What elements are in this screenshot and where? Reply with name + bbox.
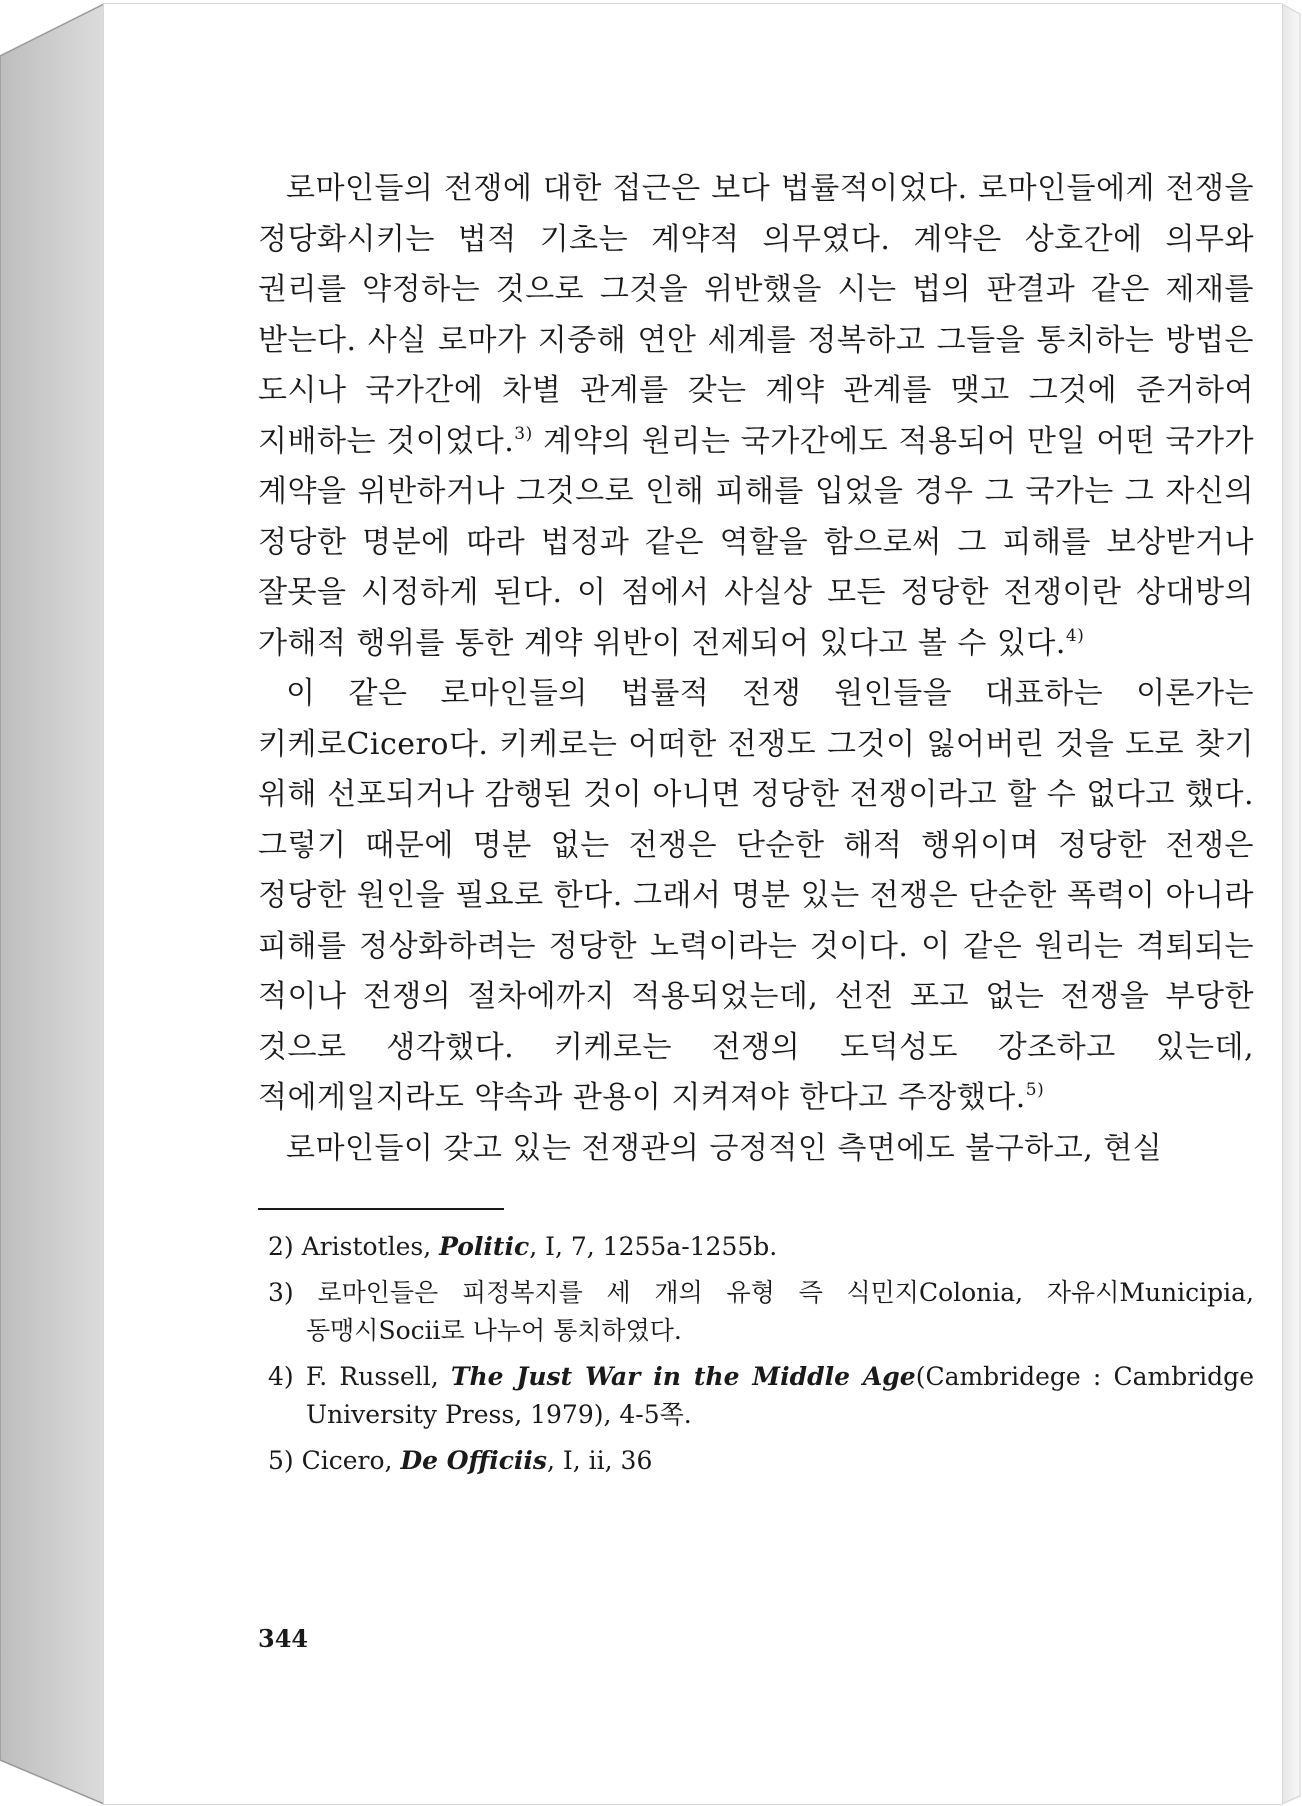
footnote-ref-3: 3) — [514, 423, 533, 444]
footnote-4-number: 4) — [268, 1362, 294, 1391]
footnote-3 — [268, 1274, 1254, 1350]
footnote-5-title: De Officiis — [400, 1446, 547, 1475]
footnote-2 — [268, 1228, 1254, 1266]
paragraph-2 — [258, 669, 1254, 1124]
footnote-ref-5: 5) — [1025, 1080, 1045, 1100]
footnote-4-title: The Just War in the Middle Age — [450, 1362, 916, 1391]
body-text — [258, 164, 1254, 1174]
page-number: 344 — [258, 1624, 309, 1653]
paragraph-1-continued: 계약의 원리는 국가간에도 적용되어 만일 어떤 국가가 계약을 위반하거나 그것으로 인해 피해를 입었을 경우 그 국가는 그 자신의 정당한 명분에 따라 법정과 같은 역할을 함으로써 그 피해를 보상받거나 잘못을 시정하게 된다. 이 점에서 사실상 모든 정당한 전쟁이란 상대방의 가해적 행위를 통한 계약 위반이 전제되어 있다고 볼 수 있다. — [258, 423, 1254, 661]
paragraph-3 — [258, 1124, 1254, 1175]
footnote-2-number: 2) — [268, 1232, 294, 1261]
footnote-5-number: 5) — [268, 1446, 294, 1475]
footnote-ref-4: 4) — [1065, 625, 1085, 646]
paragraph-2-text: 이 같은 로마인들의 법률적 전쟁 원인들을 대표하는 이론가는 키케로Cicero다. 키케로는 어떠한 전쟁도 그것이 잃어버린 것을 도로 찾기 위해 선포되거나 감행된 것이 아니면 정당한 전쟁이라고 할 수 없다고 했다. 그렇기 때문에 명분 없는 전쟁은 단순한 해적 행위이며 정당한 전쟁은 정당한 원인을 필요로 한다. 그래서 명분 있는 전쟁은 단순한 폭력이 아니라 피해를 정상화하려는 정당한 노력이라는 것이다. 이 같은 원리는 격퇴되는 적이나 전쟁의 절차에까지 적용되었는데, 선전 포고 없는 전쟁을 부당한 것으로 생각했다. 키케로는 전쟁의 도덕성도 강조하고 있는데, 적에게일지라도 약속과 관용이 지켜져야 한다고 주장했다. — [258, 676, 1254, 1115]
footnote-4-ref: (Cambridege : Cambridge University Press, 1979), 4-5쪽. — [306, 1362, 1254, 1429]
footnotes — [258, 1228, 1254, 1480]
footnote-2-ref: , I, 7, 1255a-1255b. — [529, 1232, 778, 1261]
paragraph-1-text: 로마인들의 전쟁에 대한 접근은 보다 법률적이었다. 로마인들에게 전쟁을 정당화시키는 법적 기초는 계약적 의무였다. 계약은 상호간에 의무와 권리를 약정하는 것으로 그것을 위반했을 시는 법의 판결과 같은 제재를 받는다. 사실 로마가 지중해 연안 세계를 정복하고 그들을 통치하는 방법은 도시나 국가간에 차별 관계를 갖는 계약 관계를 맺고 그것에 준거하여 지배하는 것이었다. — [258, 171, 1254, 459]
book-page — [104, 4, 1282, 1804]
paragraph-1 — [258, 164, 1254, 669]
footnote-3-text: 로마인들은 피정복지를 세 개의 유형 즉 식민지Colonia, 자유시Municipia, 동맹시Socii로 나누어 통치하였다. — [306, 1278, 1254, 1345]
footnote-5-author: Cicero, — [301, 1446, 401, 1475]
footnote-2-author: Aristotles, — [301, 1232, 440, 1261]
footnote-4-author: F. Russell, — [305, 1362, 451, 1391]
footnote-5 — [268, 1442, 1254, 1480]
page-content — [258, 164, 1254, 1488]
footnote-5-ref: , I, ii, 36 — [547, 1446, 653, 1475]
footnote-2-title: Politic — [439, 1232, 530, 1261]
footnote-divider — [258, 1208, 504, 1210]
paragraph-3-text: 로마인들이 갖고 있는 전쟁관의 긍정적인 측면에도 불구하고, 현실 — [286, 1130, 1163, 1166]
footnote-4 — [268, 1358, 1254, 1434]
footnote-3-number: 3) — [268, 1278, 294, 1307]
